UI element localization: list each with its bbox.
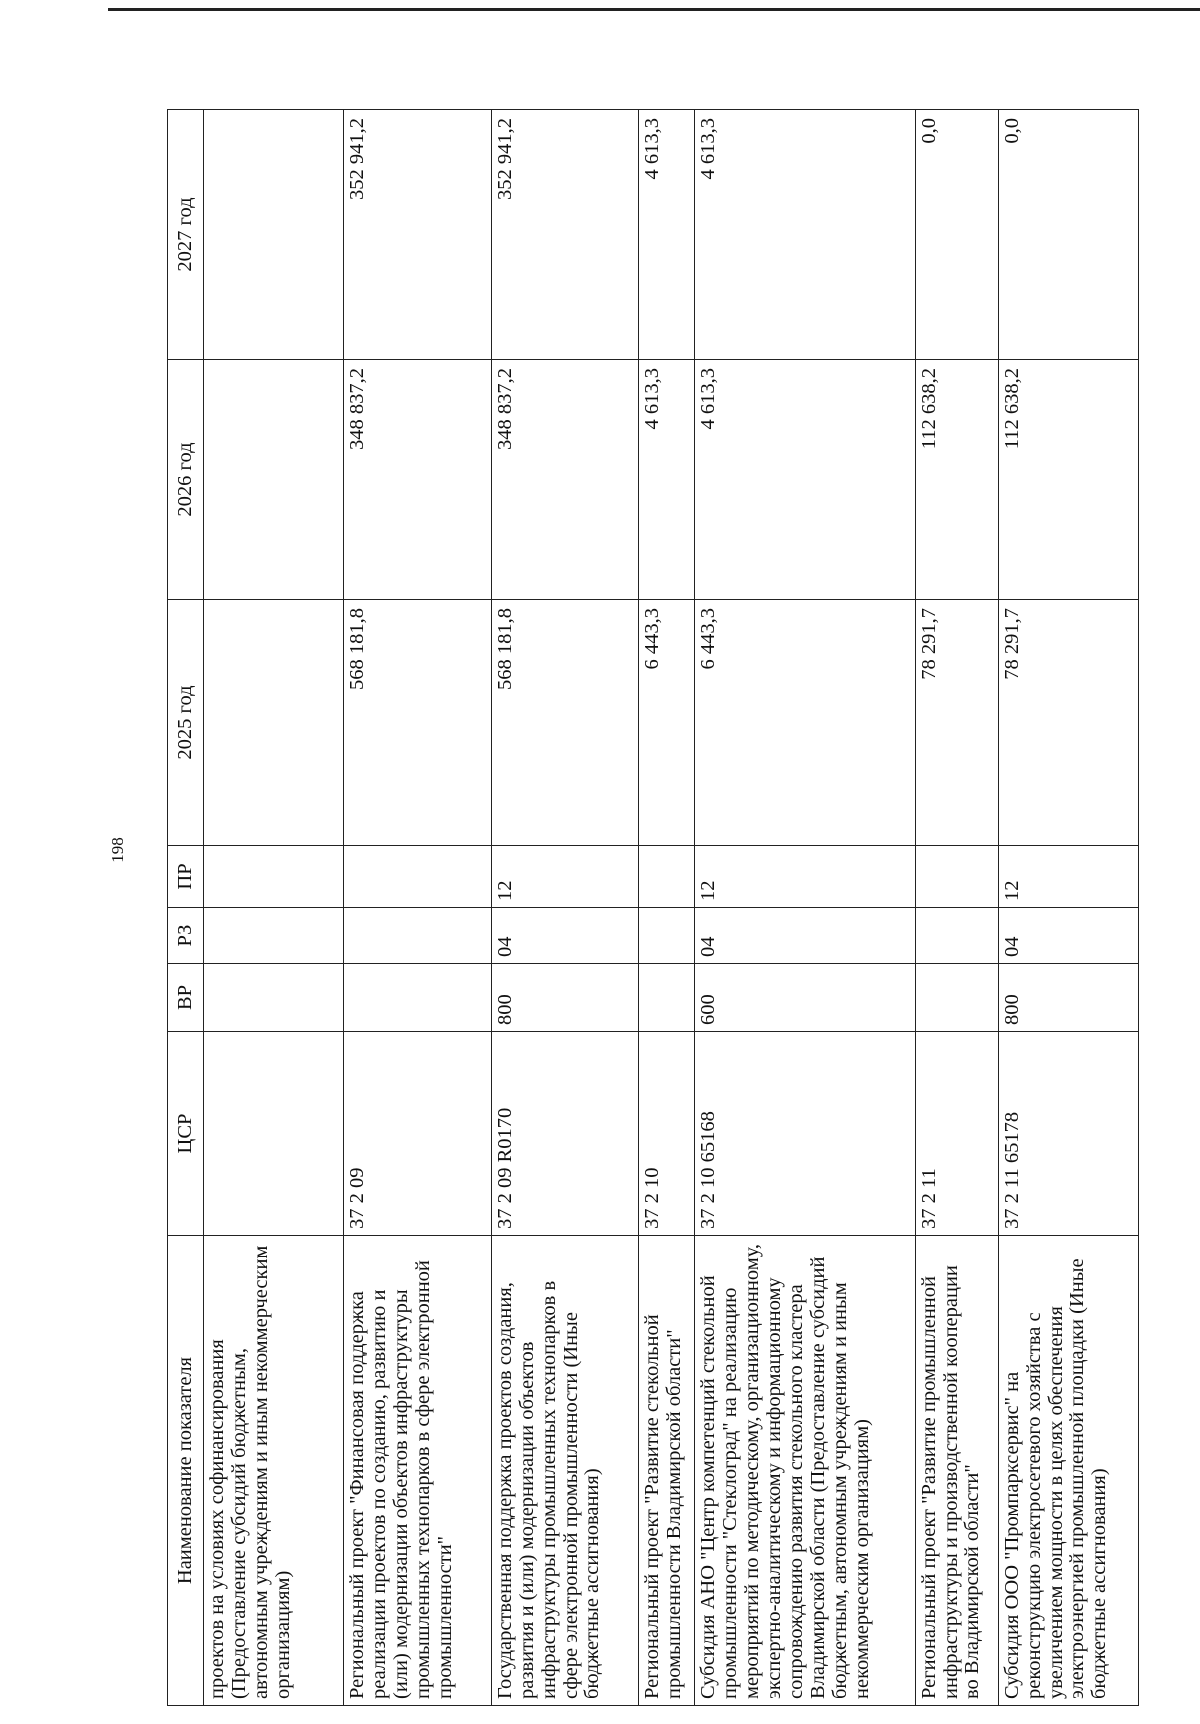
cell-pr: 12 <box>695 846 915 908</box>
table-row <box>344 110 492 1706</box>
cell-csr: 37 2 09 <box>344 1032 492 1236</box>
cell-2026: 4 613,3 <box>695 360 915 600</box>
cell-vr <box>204 964 344 1032</box>
cell-name: Региональный проект "Развитие стекольной промышленности Владимирской области" <box>639 1236 695 1706</box>
table-row <box>639 110 695 1706</box>
cell-pr: 12 <box>491 846 639 908</box>
table-header <box>168 110 204 1706</box>
cell-2026: 348 837,2 <box>344 360 492 600</box>
header-name: Наименование показателя <box>168 1236 204 1706</box>
cell-2026 <box>204 360 344 600</box>
header-vr: ВР <box>168 964 204 1032</box>
cell-rz <box>915 908 998 964</box>
cell-csr: 37 2 11 65178 <box>998 1032 1138 1236</box>
cell-csr <box>204 1032 344 1236</box>
header-csr: ЦСР <box>168 1032 204 1236</box>
cell-2027: 352 941,2 <box>344 110 492 360</box>
cell-2025: 6 443,3 <box>639 600 695 846</box>
cell-vr <box>915 964 998 1032</box>
cell-rz: 04 <box>491 908 639 964</box>
table-row <box>998 110 1138 1706</box>
cell-2027: 4 613,3 <box>639 110 695 360</box>
cell-name: Региональный проект "Развитие промышленной инфраструктуры и производственной кооперации во Владимирской области" <box>915 1236 998 1706</box>
cell-2025 <box>204 600 344 846</box>
cell-csr: 37 2 09 R0170 <box>491 1032 639 1236</box>
header-2025: 2025 год <box>168 600 204 846</box>
table-row <box>695 110 915 1706</box>
cell-name: проектов на условиях софинансирования (Предоставление субсидий бюджетным, автономным учреждениям и иным некоммерческим организациям) <box>204 1236 344 1706</box>
cell-rz: 04 <box>695 908 915 964</box>
cell-vr <box>344 964 492 1032</box>
cell-rz: 04 <box>998 908 1138 964</box>
cell-2027: 352 941,2 <box>491 110 639 360</box>
table-body <box>204 110 1139 1706</box>
cell-csr: 37 2 10 <box>639 1032 695 1236</box>
rotated-table-container <box>167 110 1139 1706</box>
table-row <box>491 110 639 1706</box>
cell-2025: 78 291,7 <box>998 600 1138 846</box>
cell-2025: 568 181,8 <box>344 600 492 846</box>
cell-2025: 6 443,3 <box>695 600 915 846</box>
cell-2025: 78 291,7 <box>915 600 998 846</box>
top-rule <box>108 8 1200 11</box>
cell-2026: 4 613,3 <box>639 360 695 600</box>
cell-name: Субсидия ООО "Промпарксервис" на реконструкцию электросетевого хозяйства с увеличением мощности в целях обеспечения электроэнергией промышленной площадки (Иные бюджетные ассигнования) <box>998 1236 1138 1706</box>
cell-rz <box>639 908 695 964</box>
cell-pr <box>344 846 492 908</box>
cell-pr <box>639 846 695 908</box>
cell-pr <box>915 846 998 908</box>
cell-pr <box>204 846 344 908</box>
cell-2027: 0,0 <box>998 110 1138 360</box>
budget-table <box>167 109 1139 1706</box>
table-row <box>915 110 998 1706</box>
cell-vr: 600 <box>695 964 915 1032</box>
cell-vr: 800 <box>491 964 639 1032</box>
cell-pr: 12 <box>998 846 1138 908</box>
cell-csr: 37 2 11 <box>915 1032 998 1236</box>
cell-rz <box>204 908 344 964</box>
cell-name: Региональный проект "Финансовая поддержка реализации проектов по созданию, развитию и (или) модернизации объектов инфраструктуры промышленных технопарков в сфере электронной промышленности" <box>344 1236 492 1706</box>
header-pr: ПР <box>168 846 204 908</box>
header-2026: 2026 год <box>168 360 204 600</box>
header-2027: 2027 год <box>168 110 204 360</box>
cell-2027: 0,0 <box>915 110 998 360</box>
cell-2026: 112 638,2 <box>915 360 998 600</box>
cell-2026: 112 638,2 <box>998 360 1138 600</box>
cell-csr: 37 2 10 65168 <box>695 1032 915 1236</box>
cell-name: Субсидия АНО "Центр компетенций стекольной промышленности "Стеклоград" на реализацию мероприятий по методическому, организационному, экспертно-аналитическому и информационному сопровождению развития стекольного кластера Владимирской области (Предоставление субсидий бюджетным, автономным учреждениям и иным некоммерческим организациям) <box>695 1236 915 1706</box>
cell-name: Государственная поддержка проектов создания, развития и (или) модернизации объектов инфраструктуры промышленных технопарков в сфере электронной промышленности (Иные бюджетные ассигнования) <box>491 1236 639 1706</box>
page-number: 198 <box>108 837 127 863</box>
cell-vr: 800 <box>998 964 1138 1032</box>
cell-2025: 568 181,8 <box>491 600 639 846</box>
cell-2026: 348 837,2 <box>491 360 639 600</box>
cell-rz <box>344 908 492 964</box>
cell-2027 <box>204 110 344 360</box>
cell-vr <box>639 964 695 1032</box>
cell-2027: 4 613,3 <box>695 110 915 360</box>
header-rz: РЗ <box>168 908 204 964</box>
table-row <box>204 110 344 1706</box>
